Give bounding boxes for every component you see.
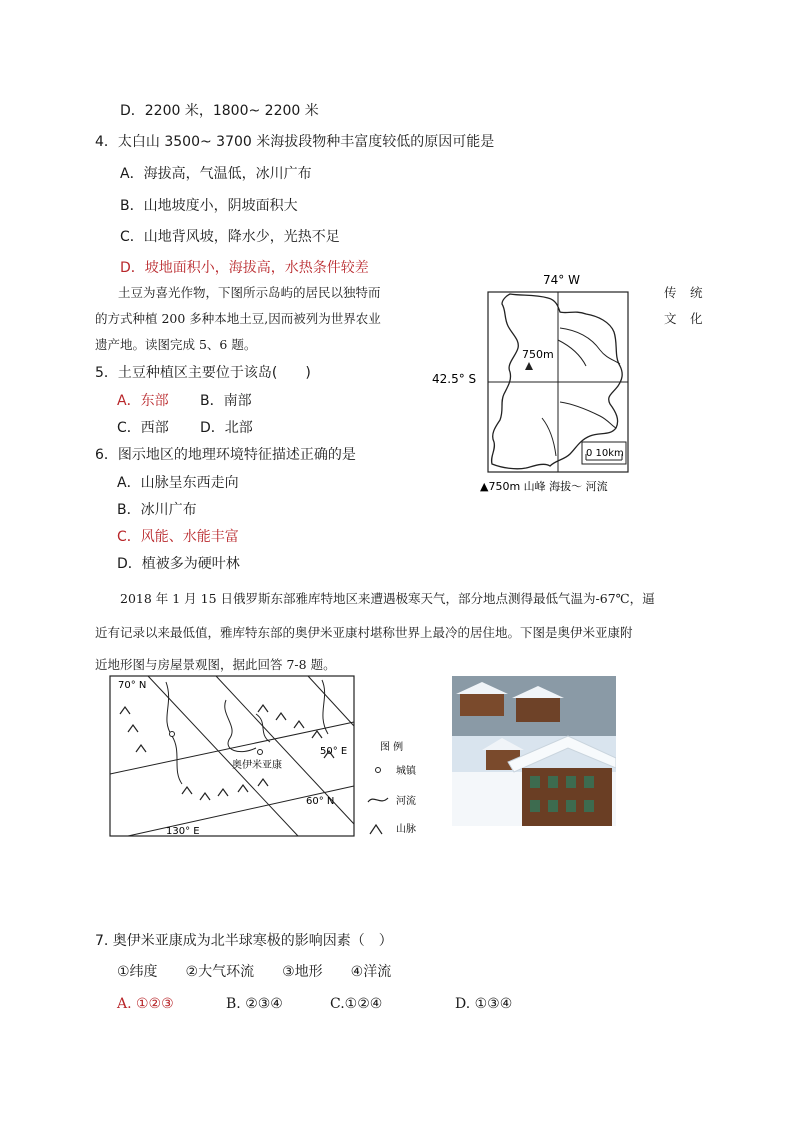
legend-river-icon: [368, 798, 388, 802]
map2-town-dot-1: [170, 732, 175, 737]
island-river-4: [542, 418, 556, 456]
island-map: [430, 270, 650, 500]
q6-stem: 6．图示地区的地理环境特征描述正确的是: [95, 447, 356, 463]
back-house-2: [516, 698, 560, 722]
q4-option-d-answer: D．坡地面积小，海拔高，水热条件较差: [120, 260, 369, 276]
q6-option-d: D．植被多为硬叶林: [117, 556, 240, 572]
intro1-line2: 的方式种植 200 多种本地土豆,因而被列为世界农业: [95, 311, 381, 326]
oymyakon-map: [108, 674, 448, 844]
map2-legend-title: 图 例: [380, 742, 404, 753]
map2-lat-mid: 50° E: [320, 746, 348, 757]
legend-mountain-icon: [370, 825, 382, 834]
intro1-line2-tail-a: 文: [664, 311, 677, 326]
q6-option-c-answer: C．风能、水能丰富: [117, 529, 239, 545]
intro2-line2: 近有记录以来最低值，雅库特东部的奥伊米亚康村堪称世界上最冷的居住地。下图是奥伊米亚康附: [95, 625, 633, 640]
q7-option-d: D. ①③④: [455, 996, 513, 1012]
map2-frame: [110, 676, 354, 836]
q4-option-a: A．海拔高，气温低，冰川广布: [120, 166, 312, 182]
map2-town-dot-2: [258, 750, 263, 755]
q7-option-c: C.①②④: [330, 996, 383, 1012]
intro1-line3: 遗产地。读图完成 5、6 题。: [95, 337, 257, 352]
intro2-line1: 2018 年 1 月 15 日俄罗斯东部雅库特地区来遭遇极寒天气，部分地点测得最低气温为-67℃，逼: [120, 591, 655, 606]
q4-option-b: B．山地坡度小，阴坡面积大: [120, 198, 298, 214]
map1-legend: ▲750m 山峰 海拔～ 河流: [480, 480, 608, 493]
map2-lat-bottom: 60° N: [306, 796, 335, 807]
map2-lon-bottom: 130° E: [166, 826, 200, 837]
intro2-line3: 近地形图与房屋景观图，据此回答 7-8 题。: [95, 657, 336, 672]
map2-legend-town: 城镇: [396, 766, 416, 777]
intro1-line2-tail-b: 化: [690, 311, 703, 326]
q4-option-c: C．山地背风坡，降水少，光热不足: [120, 229, 340, 245]
q6-option-a: A．山脉呈东西走向: [117, 475, 239, 491]
map2-legend-mountain: 山脉: [396, 824, 416, 835]
back-house-1: [460, 694, 504, 716]
q7-option-a-answer: A. ①②③: [117, 996, 174, 1012]
q5-option-a-answer: A．东部: [117, 393, 169, 409]
q5-option-c: C．西部: [117, 420, 169, 436]
map2-legend-river: 河流: [396, 796, 416, 807]
q5-option-d: D．北部: [200, 420, 253, 436]
q5-stem: 5．土豆种植区主要位于该岛( ): [95, 365, 311, 381]
intro1-line1: 土豆为喜光作物，下图所示岛屿的居民以独特而: [118, 285, 381, 300]
legend-town-icon: [376, 768, 381, 773]
q3-option-d: D．2200 米，1800~ 2200 米: [120, 103, 319, 119]
q7-stem: 7. 奥伊米亚康成为北半球寒极的影响因素（ ）: [95, 933, 393, 949]
intro1-line1-tail-a: 传: [664, 285, 677, 300]
intro1-line1-tail-b: 统: [690, 285, 703, 300]
island-river-3: [560, 402, 616, 428]
peak-icon: [525, 362, 533, 370]
island-river-2: [558, 340, 586, 366]
map1-peak-label: 750m: [522, 348, 554, 361]
q7-option-b: B. ②③④: [226, 996, 283, 1012]
map2-lat-top: 70° N: [118, 680, 147, 691]
q7-factors: ①纬度 ②大气环流 ③地形 ④洋流: [117, 964, 392, 980]
q5-option-b: B．南部: [200, 393, 252, 409]
q4-stem: 4．太白山 3500~ 3700 米海拔段物种丰富度较低的原因可能是: [95, 134, 495, 150]
snow-bank: [452, 826, 616, 842]
map1-scale-label: 0 10km: [586, 448, 624, 459]
map2-town-label: 奥伊米亚康: [232, 760, 282, 771]
map1-lon-label: 74° W: [543, 273, 580, 287]
q6-option-b: B．冰川广布: [117, 502, 197, 518]
map1-lat-label: 42.5° S: [432, 372, 477, 386]
snow-house-photo: [452, 676, 616, 842]
